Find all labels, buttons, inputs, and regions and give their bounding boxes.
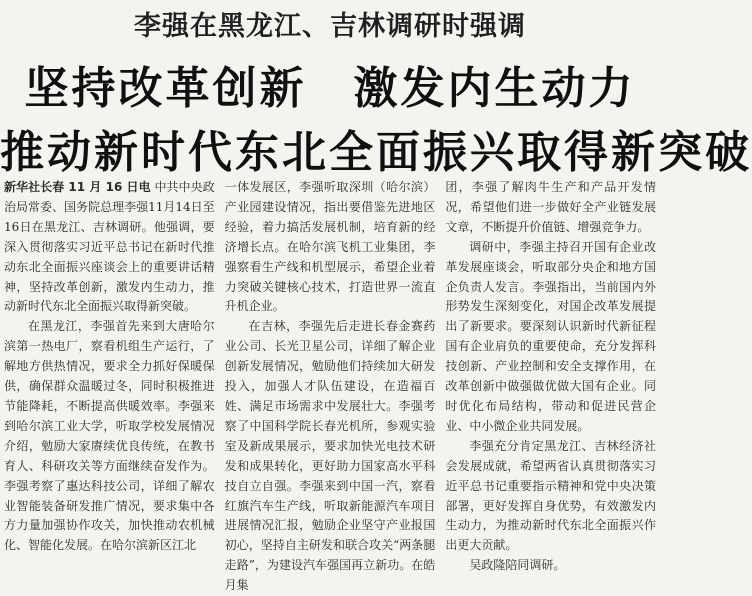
article-paragraph: 在吉林，李强先后走进长春金赛药业公司、长光卫星公司，详细了解企业创新发展情况，勉励他们持续加大研发投入，加强人才队伍建设，在造福百姓、满足市场需求中发展壮大。李强考察了中国科学院长春光机所，参观实验室及新成果展示，要求加快光电技术研发和成果转化，更好助力国家高水平科技自立自强。李强来到中国一汽，察看红旗汽车生产线，听取新能源汽车项目进展情况汇报，勉励企业坚守产业报国初心，坚持自主研发和联合攻关“两条腿走路”，为建设汽车强国再立新功。在皓月集 — [224, 319, 436, 593]
paragraph-text: 中共中央政治局常委、国务院总理李强11月14日至16日在黑龙江、吉林调研。他强调，要深入贯彻落实习近平总书记在新时代推动东北全面振兴座谈会上的重要讲话精神，坚持改革创新，激发内生动力，推动新时代东北全面振兴取得新突破。 — [4, 180, 215, 314]
subheadline: 李强在黑龙江、吉林调研时强调 — [134, 11, 526, 42]
article-paragraph: 李强充分肯定黑龙江、吉林经济社会发展成就，希望两省认真贯彻落实习近平总书记重要指示精神和党中央决策部署，更好发挥自身优势，有效激发内生动力，为推动新时代东北全面振兴作出更大贡献。 — [445, 438, 657, 553]
article-paragraph — [4, 178, 215, 317]
article-body — [4, 178, 657, 593]
article-paragraph: 在黑龙江，李强首先来到大唐哈尔滨第一热电厂，察看机组生产运行，了解地方供热情况，要求全力抓好保暖保供，确保群众温暖过冬，同时积极推进节能降耗，不断提高供暖效率。李强来到哈尔滨工业大学，听取学校发展情况介绍，勉励大家赓续优良传统，在教书育人、科研攻关等方面继续奋发作为。李强考察了惠达科技公司，详细了解农业智能装备研发推广情况，要求集中各方力量加强协作攻关，加快推动农机械化、智能化发展。在哈尔滨新区江北 — [4, 319, 215, 553]
article-column-3 — [445, 178, 657, 573]
article-column-1 — [4, 178, 215, 553]
article-column-2 — [224, 178, 436, 593]
article-credit: 吴政隆陪同调研。 — [469, 558, 566, 573]
article-paragraph: 团，李强了解肉牛生产和产品开发情况，希望他们进一步做好全产业链发展文章，不断提升价值链、增强竞争力。 — [445, 180, 657, 234]
article-paragraph: 调研中，李强主持召开国有企业改革发展座谈会，听取部分央企和地方国企负责人发言。李强指出，当前国内外形势发生深刻变化，对国企改革发展提出了新要求。要深刻认识新时代新征程国有企业肩负的重要使命，充分发挥科技创新、产业控制和安全支撑作用，在改革创新中做强做优做大国有企业。同时优化布局结构，带动和促进民营企业、中小微企业共同发展。 — [445, 239, 657, 433]
headline-line-1: 坚持改革创新 激发内生动力 — [24, 63, 636, 114]
dateline: 新华社长春 11 月 16 日电 — [4, 180, 151, 194]
headline-line-2: 推动新时代东北全面振兴取得新突破 — [0, 127, 752, 178]
article-paragraph: 一体发展区，李强听取深圳（哈尔滨）产业园建设情况，指出要借鉴先进地区经验，着力搞活发展机制，培育新的经济增长点。在哈尔滨飞机工业集团，李强察看生产线和机型展示，希望企业着力突破关键核心技术，打造世界一流直升机企业。 — [224, 180, 436, 314]
